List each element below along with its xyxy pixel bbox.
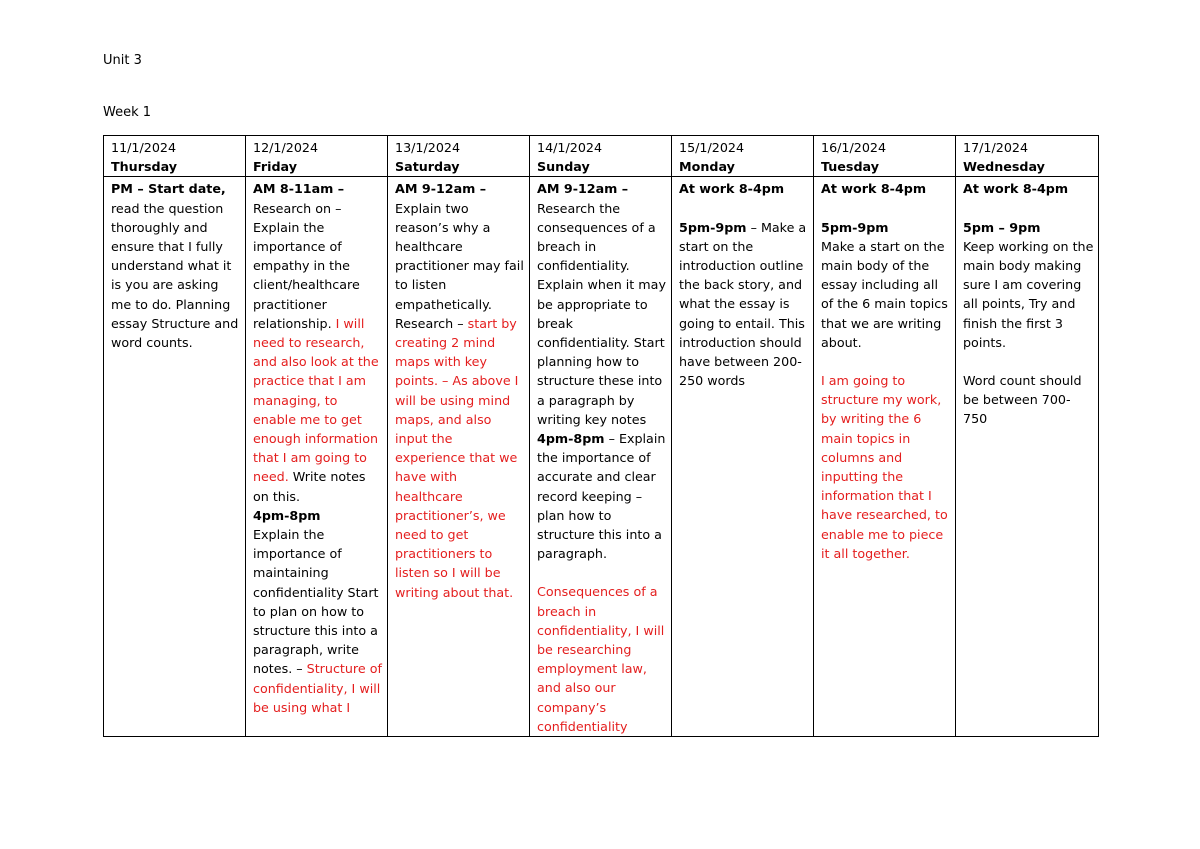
header-row (104, 136, 1099, 177)
time-heading: AM 8-11am – (253, 181, 345, 197)
cell-wednesday (956, 177, 1099, 737)
header-day: Friday (253, 159, 297, 175)
cell-monday (672, 177, 814, 737)
header-day: Saturday (395, 159, 460, 175)
task-text: Write notes on this. (253, 469, 366, 504)
schedule-table (103, 135, 1099, 737)
task-text: Keep working on the main body making sure I am covering all points, Try and finish the first 3 points. (963, 238, 1094, 350)
research-note: I am going to structure my work, by writing the 6 main topics in columns and inputting the information that I have researched, to enable me to piece it all together. (821, 373, 948, 561)
week-title: Week 1 (103, 105, 152, 120)
header-day: Thursday (111, 159, 178, 175)
header-day: Wednesday (963, 159, 1045, 175)
header-date: 14/1/2024 (537, 140, 603, 155)
cell-tuesday (814, 177, 956, 737)
task-text: – Make a start on the introduction outline the back story, and what the essay is going to entail. This introduction should have between 200-250 words (679, 219, 807, 389)
header-cell-wednesday (956, 136, 1099, 177)
research-note: Structure of confidentiality, I will be using what I (253, 661, 382, 715)
cell-sunday (530, 177, 672, 737)
task-text: Explain two reason’s why a healthcare practitioner may fail to listen empathetically. Research – (395, 200, 524, 331)
time-heading: 4pm-8pm (537, 431, 605, 447)
task-text: Make a start on the main body of the essay including all of the 6 main topics that we are writing about. (821, 238, 948, 350)
header-cell-sunday (530, 136, 672, 177)
work-hours: At work 8-4pm (821, 181, 927, 197)
task-text: Explain the importance of maintaining confidentiality Start to plan on how to structure this into a paragraph, write notes. – (253, 527, 379, 677)
plan-row (104, 177, 1099, 737)
research-note: start by creating 2 mind maps with key points. – As above I will be using mind maps, and also input the experience that we have with healthcare practitioner’s, we need to get practitioners to listen so I will be writing about that. (395, 315, 519, 600)
task-text: read the question thoroughly and ensure that I fully understand what it is you are asking me to do. Planning essay Structure and word counts. (111, 200, 239, 351)
header-day: Sunday (537, 159, 590, 175)
header-date: 13/1/2024 (395, 140, 461, 155)
cell-friday (246, 177, 388, 737)
header-cell-tuesday (814, 136, 956, 177)
header-cell-monday (672, 136, 814, 177)
header-date: 12/1/2024 (253, 140, 319, 155)
task-text: – Explain the importance of accurate and clear record keeping – plan how to structure this into a paragraph. (537, 431, 666, 562)
time-heading: 5pm-9pm (679, 219, 747, 235)
work-hours: At work 8-4pm (679, 181, 785, 197)
time-heading: AM 9-12am – (395, 181, 487, 197)
time-heading: 5pm-9pm (821, 219, 889, 235)
header-cell-thursday (104, 136, 246, 177)
cell-saturday (388, 177, 530, 737)
cell-thursday (104, 177, 246, 737)
research-note: I will need to research, and also look at the practice that I am managing, to enable me to get enough information that I am going to need. (253, 315, 379, 485)
header-day: Tuesday (821, 159, 879, 175)
header-day: Monday (679, 159, 735, 175)
header-date: 15/1/2024 (679, 140, 745, 155)
header-date: 11/1/2024 (111, 140, 177, 155)
word-count-note: Word count should be between 700-750 (963, 373, 1082, 427)
time-heading: 4pm-8pm (253, 507, 321, 523)
time-heading: PM – Start date, (111, 181, 226, 197)
header-date: 16/1/2024 (821, 140, 887, 155)
time-heading: 5pm – 9pm (963, 219, 1041, 235)
header-date: 17/1/2024 (963, 140, 1029, 155)
unit-title: Unit 3 (103, 53, 142, 68)
work-hours: At work 8-4pm (963, 181, 1069, 197)
header-cell-friday (246, 136, 388, 177)
time-heading: AM 9-12am – (537, 181, 629, 197)
header-cell-saturday (388, 136, 530, 177)
task-text: Research the consequences of a breach in confidentiality. Explain when it may be appropriate to break confidentiality. Start planning how to structure these into a paragraph by writing key notes (537, 200, 666, 427)
research-note: Consequences of a breach in confidentiality, I will be researching employment law, and also our company’s confidentiality (537, 584, 665, 734)
task-text: Research on – Explain the importance of empathy in the client/healthcare practitioner relationship. (253, 200, 360, 331)
